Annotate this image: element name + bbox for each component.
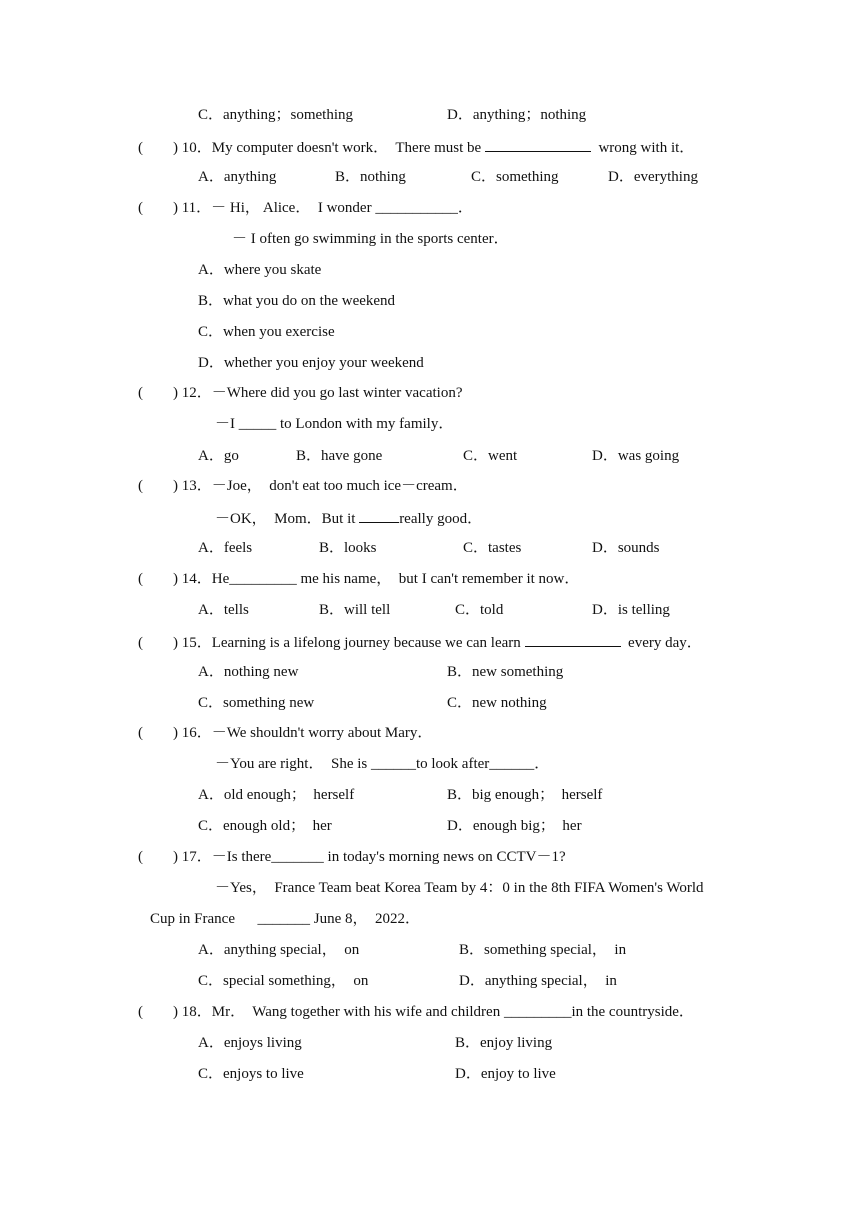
option-d-q9: D．anything；nothing <box>447 107 587 123</box>
question-13: ( ) 13．－Joe， don't eat too much ice－cream． <box>138 478 468 494</box>
option-b-q12: B．have gone <box>296 448 383 464</box>
option-a-q17: A．anything special， on <box>198 942 360 958</box>
option-d-q18: D．enjoy to live <box>455 1066 556 1082</box>
option-d-q11: D．whether you enjoy your weekend <box>198 355 424 371</box>
option-a-q15: A．nothing new <box>198 664 299 680</box>
question-18: ( ) 18．Mr． Wang together with his wife and children _________in the countryside． <box>138 1004 694 1020</box>
question-11: ( ) 11．－ Hi， Alice． I wonder ___________． <box>138 200 473 216</box>
option-b-q13: B．looks <box>319 540 377 556</box>
option-a-q14: A．tells <box>198 602 249 618</box>
dialogue-line: －Yes， France Team beat Korea Team by 4：0 in the 8th FIFA Women's World <box>215 880 704 896</box>
answer-blank[interactable] <box>359 508 399 523</box>
option-c-q16: C．enough old； her <box>198 818 332 834</box>
dialogue-line: －You are right． She is ______to look after______． <box>215 756 550 772</box>
option-d-q14: D．is telling <box>592 602 670 618</box>
option-c-q13: C．tastes <box>463 540 522 556</box>
question-12: ( ) 12．－Where did you go last winter vacation? <box>138 385 463 401</box>
option-d-q16: D．enough big； her <box>447 818 582 834</box>
option-b-q16: B．big enough； herself <box>447 787 603 803</box>
option-d-q17: D．anything special， in <box>459 973 617 989</box>
dialogue-line: －OK， Mom．But it really good． <box>215 508 482 528</box>
option-a-q16: A．old enough； herself <box>198 787 355 803</box>
option-c-q11: C．when you exercise <box>198 324 335 340</box>
option-c-q14: C．told <box>455 602 504 618</box>
option-a-q10: A．anything <box>198 169 277 185</box>
dialogue-line-cont: Cup in France _______ June 8， 2022． <box>150 911 420 927</box>
option-a-q12: A．go <box>198 448 239 464</box>
option-a-q11: A．where you skate <box>198 262 322 278</box>
question-10: ( ) 10．My computer doesn't work． There must be wrong with it． <box>138 137 694 157</box>
option-a-q13: A．feels <box>198 540 253 556</box>
option-c-q9: C．anything；something <box>198 107 353 123</box>
option-c-q17: C．special something， on <box>198 973 369 989</box>
option-c2-q15: C．new nothing <box>447 695 547 711</box>
option-c-q10: C．something <box>471 169 559 185</box>
option-c-q12: C．went <box>463 448 518 464</box>
option-d-q10: D．everything <box>608 169 698 185</box>
option-c-q18: C．enjoys to live <box>198 1066 304 1082</box>
option-d-q12: D．was going <box>592 448 680 464</box>
option-b-q14: B．will tell <box>319 602 391 618</box>
option-a-q18: A．enjoys living <box>198 1035 302 1051</box>
option-b-q18: B．enjoy living <box>455 1035 553 1051</box>
question-17: ( ) 17．－Is there_______ in today's morning news on CCTV－1? <box>138 849 566 865</box>
dialogue-line: －I _____ to London with my family． <box>215 416 454 432</box>
option-b-q10: B．nothing <box>335 169 406 185</box>
answer-blank[interactable] <box>525 632 621 647</box>
option-c-q15: C．something new <box>198 695 315 711</box>
dialogue-line: － I often go swimming in the sports center． <box>232 231 509 247</box>
question-14: ( ) 14．He_________ me his name， but I can't remember it now． <box>138 571 580 587</box>
option-d-q13: D．sounds <box>592 540 660 556</box>
option-b-q17: B．something special， in <box>459 942 627 958</box>
answer-blank[interactable] <box>485 137 591 152</box>
question-16: ( ) 16．－We shouldn't worry about Mary． <box>138 725 433 741</box>
question-15: ( ) 15．Learning is a lifelong journey because we can learn every day． <box>138 632 702 652</box>
option-b-q11: B．what you do on the weekend <box>198 293 396 309</box>
option-b-q15: B．new something <box>447 664 564 680</box>
